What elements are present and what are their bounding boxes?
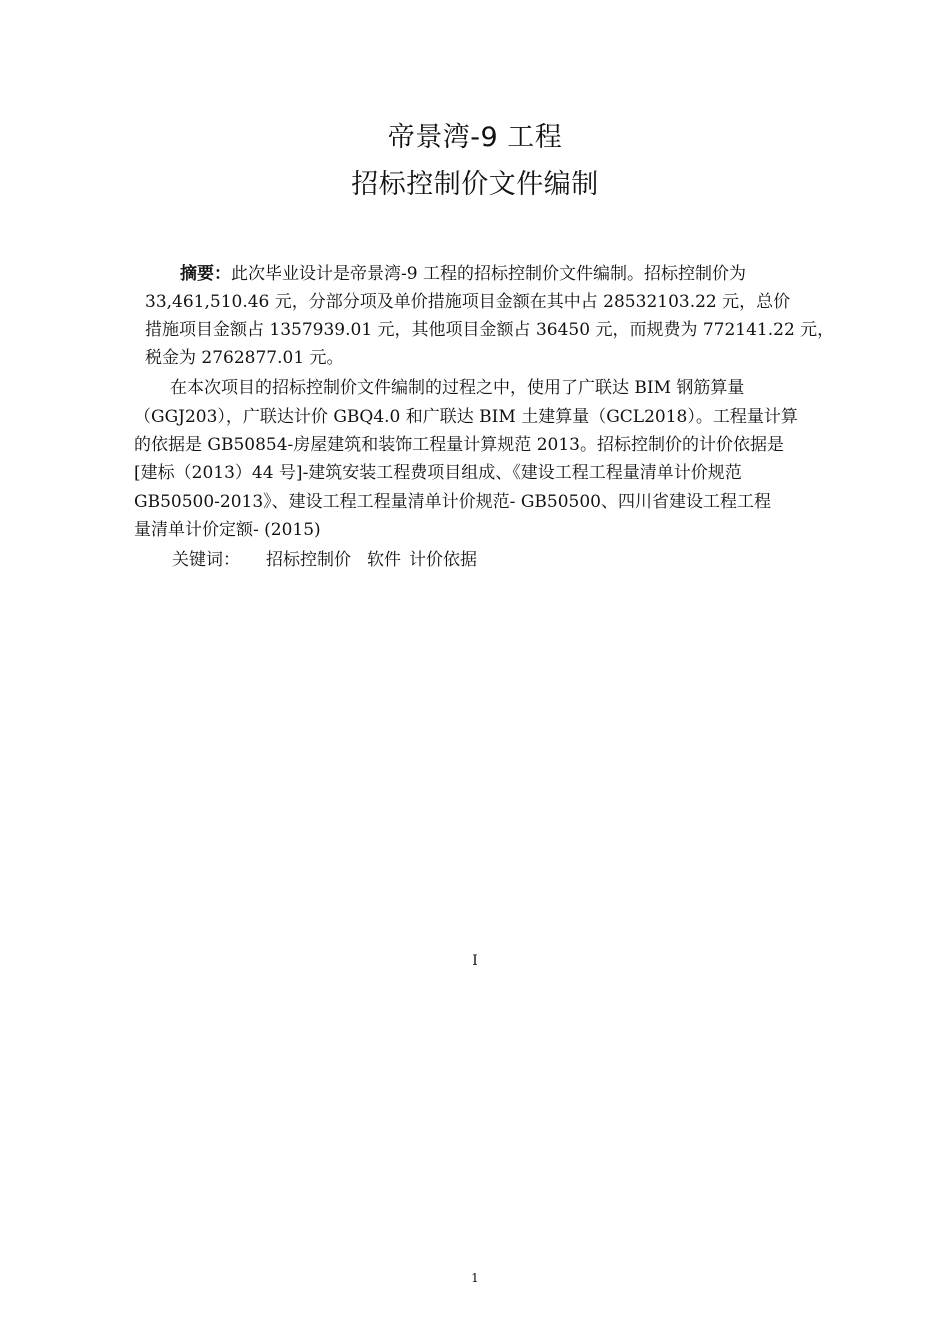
keywords-label: 关键词： — [172, 550, 240, 570]
body-line-6: 量清单计价定额- (2015) — [134, 520, 321, 540]
abstract-label: 摘要： — [180, 264, 231, 284]
body-line-4-text: [建标（2013）44 号]-建筑安装工程费项目组成、 — [134, 463, 513, 483]
roman-page-marker: I — [472, 953, 478, 969]
body-line-1: 在本次项目的招标控制价文件编制的过程之中，使用了广联达 BIM 钢筋算量 — [170, 378, 745, 398]
standard-title-text: 《建设工程工程量清单计价规范 — [512, 463, 742, 483]
body-line-4 — [134, 461, 742, 485]
keywords-line — [172, 548, 477, 572]
body-line-3: 的依据是 GB50854-房屋建筑和装饰工程量计算规范 2013。招标控制价的计价依据是 — [134, 435, 784, 455]
abstract-line-4: 税金为 2762877.01 元。 — [145, 348, 344, 368]
document-subtitle: 招标控制价文件编制 — [351, 169, 599, 200]
body-line-5-text: 、建设工程工程量清单计价规范- GB50500、四川省建设工程工程 — [271, 492, 771, 512]
abstract-line-1 — [180, 262, 746, 286]
keyword-3: 计价依据 — [409, 550, 477, 570]
abstract-text-1: 此次毕业设计是帝景湾-9 工程的招标控制价文件编制。招标控制价为 — [231, 264, 746, 284]
keyword-1: 招标控制价 — [266, 550, 351, 570]
abstract-line-3: 措施项目金额占 1357939.01 元，其他项目金额占 36450 元，而规费为 772141.22 元， — [145, 320, 835, 340]
standard-code-text: GB50500-2013》 — [134, 492, 272, 512]
document-title: 帝景湾-9 工程 — [387, 122, 563, 153]
page-number: 1 — [471, 1271, 479, 1285]
body-line-5 — [134, 490, 771, 514]
keyword-2: 软件 — [367, 550, 401, 570]
body-line-2: （GGJ203），广联达计价 GBQ4.0 和广联达 BIM 土建算量（GCL2018）。工程量计算 — [134, 407, 798, 427]
abstract-line-2: 33,461,510.46 元，分部分项及单价措施项目金额在其中占 28532103.22 元，总价 — [145, 292, 791, 312]
